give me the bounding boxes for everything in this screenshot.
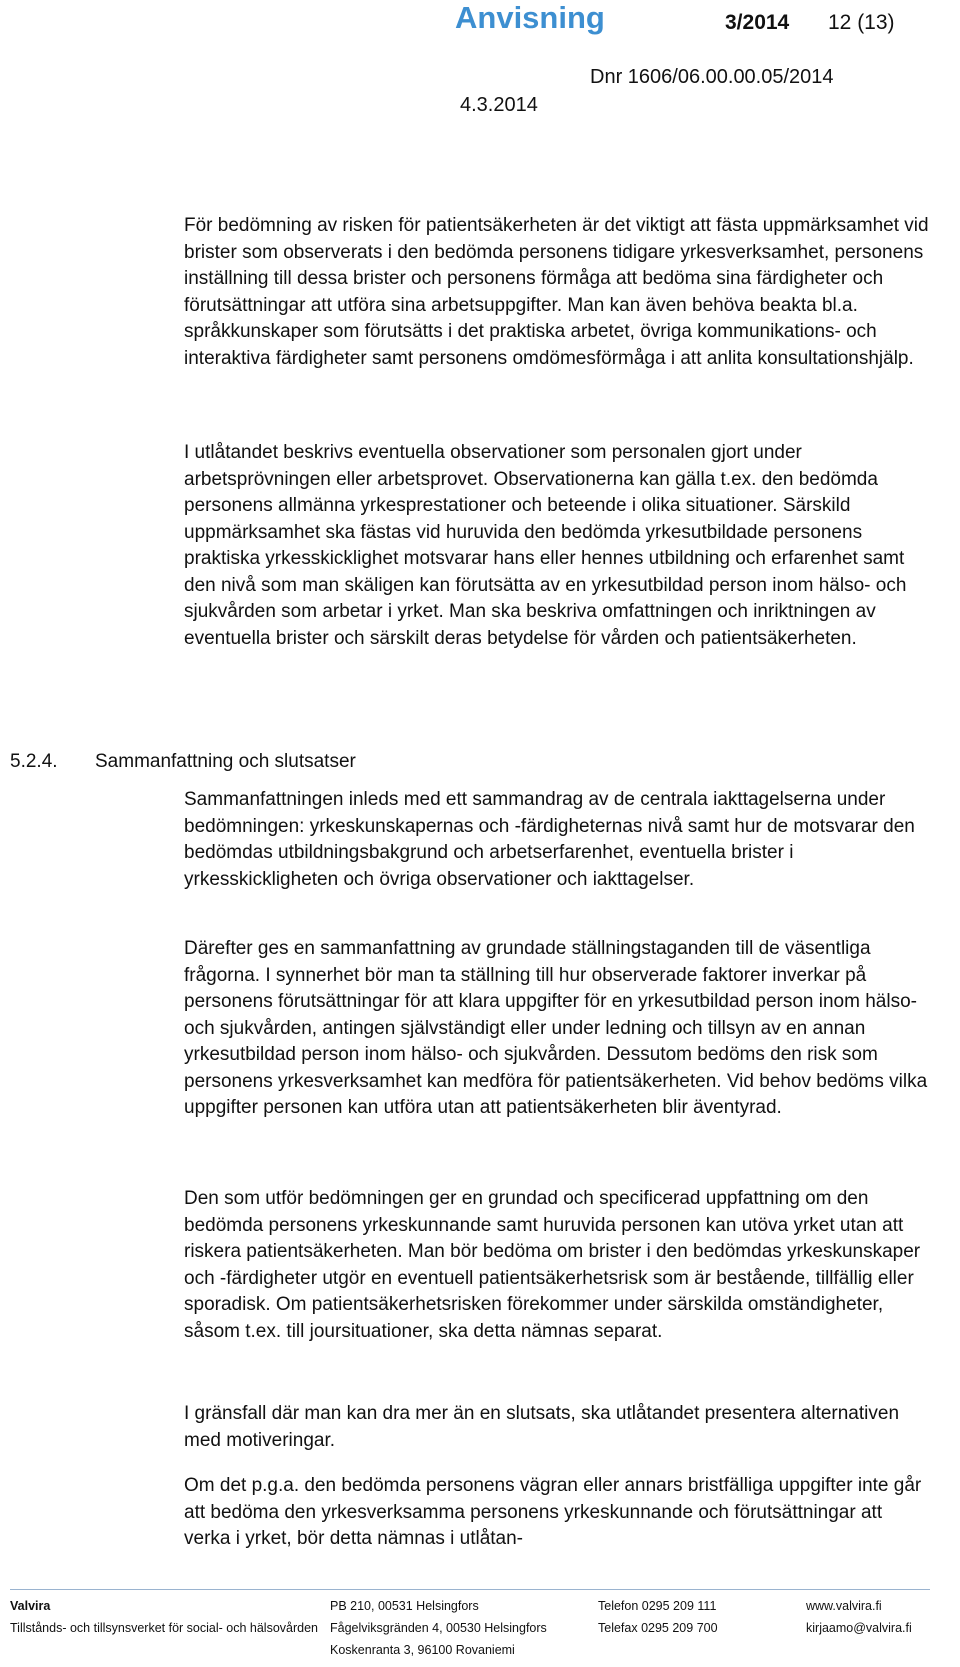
paragraph-borderline-cases: I gränsfall där man kan dra mer än en slutsats, ska utlåtandet presentera alternativen med motiveringar. xyxy=(184,1403,900,1451)
footer-email-link[interactable]: kirjaamo@valvira.fi xyxy=(806,1621,912,1635)
section-title: Sammanfattning och slutsatser xyxy=(95,751,356,772)
document-number: 3/2014 xyxy=(725,11,790,34)
registry-number: Dnr 1606/06.00.00.05/2014 xyxy=(590,66,834,88)
paragraph-summary-positions: Därefter ges en sammanfattning av grundade ställningstaganden till de väsentliga frågorna. I synnerhet bör man ta ställning till hur observerade faktorer inverkar på personens förutsättningar för att klara uppgifter för en yrkesutbildad person inom hälso- och sjukvården, antingen självständigt eller under ledning och tillsyn av en annan yrkesutbildad person inom hälso- och sjukvården. Dessutom bedöms den risk som personens yrkesverksamhet kan medföra för patientsäkerheten. Vid behov bedöms vilka uppgifter personen kan utföra utan att patientsäkerheten blir äventyrad. xyxy=(184,938,928,1118)
section-number: 5.2.4. xyxy=(10,751,58,772)
footer-divider xyxy=(10,1589,930,1590)
footer-postal-address: PB 210, 00531 Helsingfors xyxy=(330,1599,479,1613)
footer-phone: Telefon 0295 209 111 xyxy=(598,1599,717,1613)
paragraph-summary-intro: Sammanfattningen inleds med ett sammandrag av de centrala iakttagelserna under bedömningen: yrkeskunskapernas och -färdigheternas nivå samt hur de motsvarar den bedömdas utbildningsbakgrund och arbetserfarenhet, eventuella brister i yrkesskickligheten och övriga observationer och iakttagelser. xyxy=(184,789,915,890)
document-type-title: Anvisning xyxy=(455,0,605,35)
paragraph-risk-assessment: För bedömning av risken för patientsäkerheten är det viktigt att fästa uppmärksamhet vid brister som observerats i den bedömda personens tidigare yrkesverksamhet, personens inställning till dessa brister och personens förmåga att bedöma sina färdigheter och förutsättningar att utföra sina arbetsuppgifter. Man kan även behöva beakta bl.a. språkkunskaper som förutsätts i det praktiska arbetet, övriga kommunikations- och interaktiva färdigheter samt personens omdömesförmåga i att anlita konsultationshjälp. xyxy=(184,215,929,369)
section-heading xyxy=(10,749,356,776)
footer-website-link[interactable]: www.valvira.fi xyxy=(806,1599,882,1613)
footer-fax: Telefax 0295 209 700 xyxy=(598,1621,718,1635)
page-number: 12 (13) xyxy=(828,11,895,34)
paragraph-refusal: Om det p.g.a. den bedömda personens vägran eller annars bristfälliga uppgifter inte går att bedöma den yrkesverksamma personens yrkeskunnande och förutsättningar att verka i yrket, bör detta nämnas i utlåtan- xyxy=(184,1475,922,1549)
footer-org-full-name: Tillstånds- och tillsynsverket för social- och hälsovården xyxy=(10,1621,318,1635)
paragraph-assessor-opinion: Den som utför bedömningen ger en grundad och specificerad uppfattning om den bedömda personens yrkeskunnande samt huruvida personen kan utöva yrket utan att riskera patientsäkerheten. Man bör bedöma om brister i den bedömdas yrkeskunskaper och -färdigheter utgör en eventuell patientsäkerhetsrisk som är bestående, tillfällig eller sporadisk. Om patientsäkerhetsrisken förekommer under särskilda omständigheter, såsom t.ex. till joursituationer, ska detta nämnas separat. xyxy=(184,1188,921,1342)
paragraph-observations: I utlåtandet beskrivs eventuella observationer som personalen gjort under arbetsprövningen eller arbetsprovet. Observationerna kan gälla t.ex. den bedömda personens allmänna yrkesprestationer och beteende i olika situationer. Särskild uppmärksamhet ska fästas vid huruvida den bedömda yrkesutbildade personens praktiska yrkesskicklighet motsvarar hans eller hennes utbildning och erfarenhet samt den nivå som man skäligen kan förutsätta av en yrkesutbildad person inom hälso- och sjukvården som arbetar i yrket. Man ska beskriva omfattningen och inriktningen av eventuella brister och särskilt deras betydelse för vården och patientsäkerheten. xyxy=(184,442,907,649)
footer-rovaniemi-address: Koskenranta 3, 96100 Rovaniemi xyxy=(330,1643,515,1657)
footer-street-address: Fågelviksgränden 4, 00530 Helsingfors xyxy=(330,1621,547,1635)
footer-org-name: Valvira xyxy=(10,1599,51,1613)
document-date: 4.3.2014 xyxy=(460,94,538,116)
